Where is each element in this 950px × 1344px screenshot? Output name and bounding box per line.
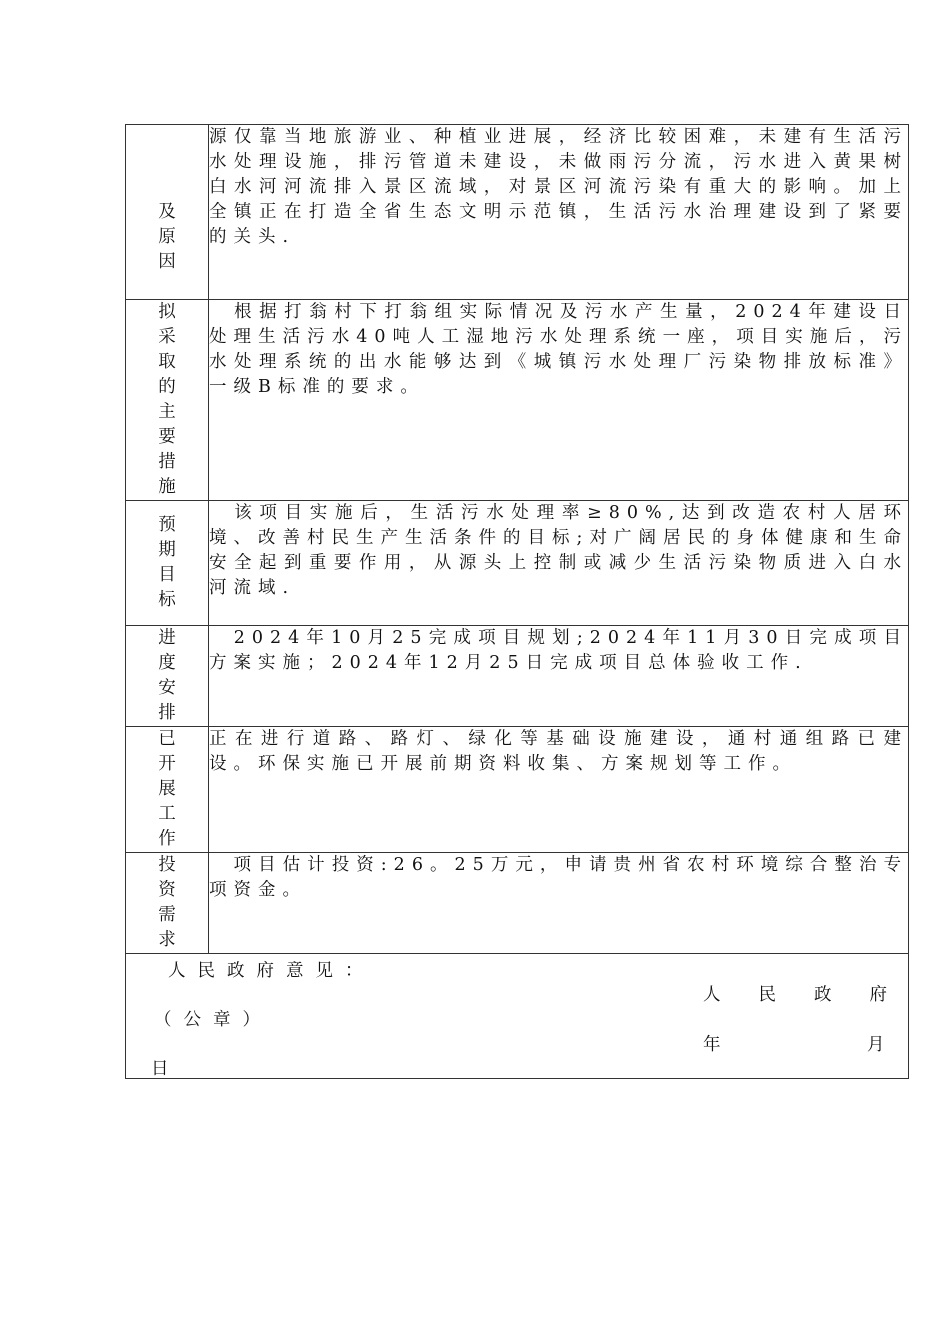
- row-content-text: 正在进行道路、路灯、绿化等基础设施建设，通村通组路已建设。环保实施已开展前期资料收集、方案规划等工作。: [209, 729, 908, 774]
- row-label-lines: [126, 626, 208, 726]
- form-row-reason: [126, 125, 909, 300]
- row-content-text: 该项目实施后，生活污水处理率≥80%,达到改造农村人居环境、改善村民生产生活条件的目标;对广阔居民的身体健康和生命安全起到重要作用，从源头上控制或减少生活污染物质进入白水河流域.: [209, 503, 908, 598]
- row-label: [126, 125, 209, 300]
- row-content: [209, 501, 909, 626]
- form-row-government-opinion: [126, 954, 909, 1079]
- row-label-char: 展: [158, 779, 176, 799]
- application-form-table: [125, 124, 909, 1079]
- gov-char: 政: [814, 985, 832, 1005]
- official-seal-label: （公章）: [154, 1010, 272, 1030]
- form-row-expected-goals: [126, 501, 909, 626]
- row-content-text: 根据打翁村下打翁组实际情况及污水产生量，2024年建设日处理生活污水40吨人工湿地污水处理系统一座，项目实施后，污水处理系统的出水能够达到《城镇污水处理厂污染物排放标准》一级B标准的要求。: [209, 302, 908, 397]
- row-label-char: 安: [158, 678, 176, 698]
- date-day: 日: [151, 1059, 169, 1079]
- row-label-char: 资: [158, 880, 176, 900]
- row-label-char: 目: [158, 565, 176, 585]
- gov-char: 府: [869, 985, 887, 1005]
- row-label-char: 因: [158, 251, 176, 272]
- row-label-char: 采: [158, 327, 176, 347]
- government-signature: [703, 983, 887, 1008]
- form-row-investment: [126, 853, 909, 954]
- row-label-lines: [126, 727, 208, 852]
- row-content: [209, 125, 909, 300]
- row-content: [209, 626, 909, 727]
- date-year: 年: [703, 1035, 721, 1055]
- row-label-lines: [126, 501, 208, 625]
- gov-char: 民: [758, 985, 776, 1005]
- row-label-char: 排: [158, 703, 176, 723]
- row-label-lines: [126, 125, 208, 299]
- row-label-lines: [126, 853, 208, 953]
- row-content-text: 项目估计投资:26。25万元，申请贵州省农村环境综合整治专项资金。: [209, 855, 908, 900]
- row-label-char: 拟: [158, 302, 176, 322]
- row-label-char: 标: [158, 590, 176, 610]
- row-label: [126, 853, 209, 954]
- row-label-lines: [126, 300, 208, 500]
- row-label-char: 求: [158, 930, 176, 950]
- row-label-char: 需: [158, 905, 176, 925]
- row-label: [126, 626, 209, 727]
- form-row-work-done: [126, 727, 909, 853]
- row-label: [126, 501, 209, 626]
- row-label-char: 及: [158, 201, 176, 222]
- row-label-char: 已: [158, 729, 176, 749]
- row-label-char: 开: [158, 754, 176, 774]
- row-label-char: 原: [158, 226, 176, 247]
- date-month: 月: [867, 1035, 885, 1055]
- row-content: [209, 300, 909, 501]
- row-label-char: 投: [158, 855, 176, 875]
- row-content-text: 2024年10月25完成项目规划;2024年11月30日完成项目方案实施；2024年12月25日完成项目总体验收工作.: [209, 628, 908, 673]
- row-label-char: 的: [158, 377, 176, 397]
- row-label-char: 措: [158, 452, 176, 472]
- form-row-measures: [126, 300, 909, 501]
- row-content-text: 源仅靠当地旅游业、种植业进展，经济比较困难，未建有生活污水处理设施，排污管道未建设，未做雨污分流，污水进入黄果树白水河河流排入景区流域，对景区河流污染有重大的影响。加上全镇正在打造全省生态文明示范镇，生活污水治理建设到了紧要的关头.: [209, 127, 908, 247]
- form-row-schedule: [126, 626, 909, 727]
- row-content: [209, 727, 909, 853]
- row-label-char: 度: [158, 653, 176, 673]
- gov-char: 人: [703, 985, 721, 1005]
- row-label-char: 期: [158, 540, 176, 560]
- row-content: [209, 853, 909, 954]
- row-label-char: 要: [158, 427, 176, 447]
- row-label-char: 作: [158, 829, 176, 849]
- row-label-char: 预: [158, 515, 176, 535]
- row-label: [126, 727, 209, 853]
- row-label-char: 施: [158, 477, 176, 497]
- opinion-label: 人民政府意见：: [168, 961, 375, 981]
- row-label-char: 主: [158, 402, 176, 422]
- government-opinion-cell: [126, 954, 909, 1079]
- row-label-char: 取: [158, 352, 176, 372]
- row-label-char: 进: [158, 628, 176, 648]
- row-label-char: 工: [158, 804, 176, 824]
- row-label: [126, 300, 209, 501]
